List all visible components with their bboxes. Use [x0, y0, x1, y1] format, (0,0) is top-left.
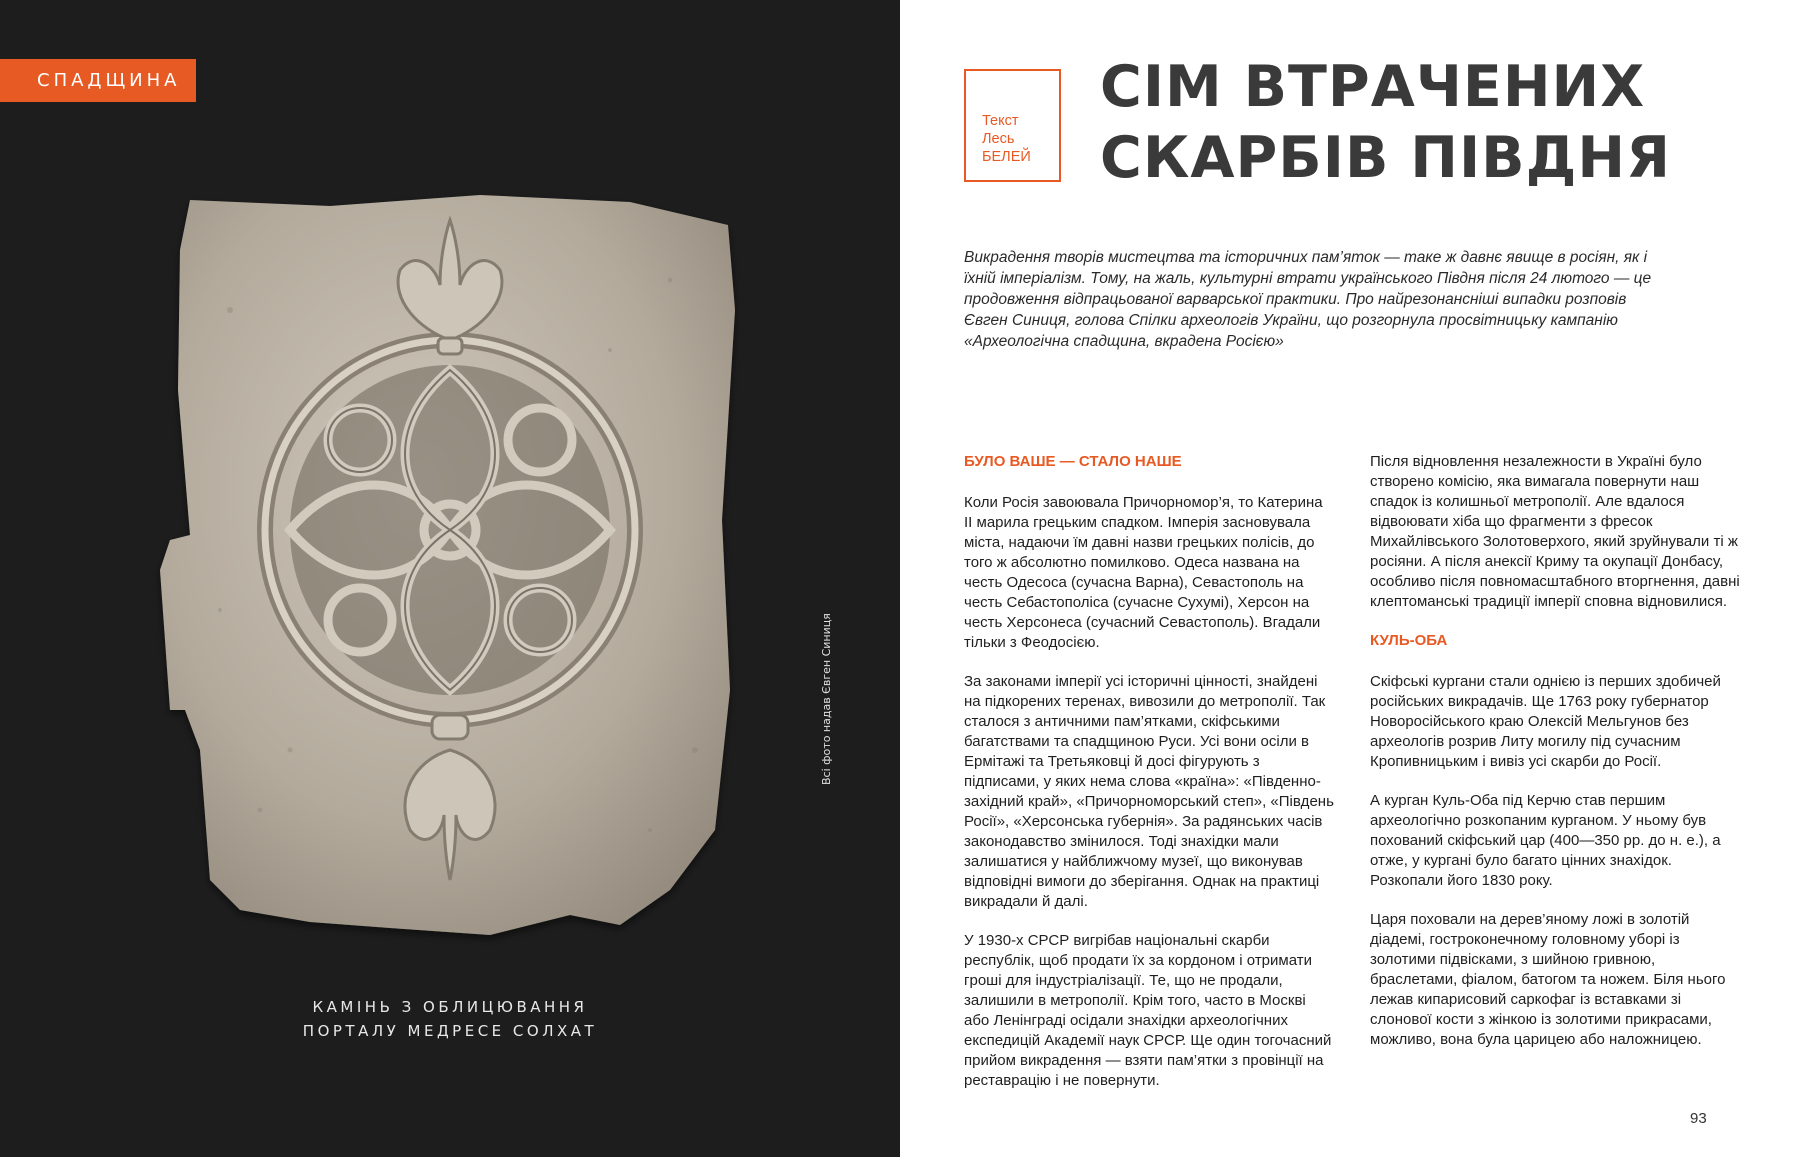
- lead-paragraph: Викрадення творів мистецтва та історичних пам’яток — таке ж давнє явище в росіян, як і їхній імперіалізм. Тому, на жаль, культурні втрати українського Півдня після 24 лютого — це продовження відпрацьованої варварської практики. Про найрезонансніші випадки розповів Євген Синиця, голова Спілки археологів України, що розгорнула просвітницьку кампанію «Археологічна спадщина, вкрадена Росією»: [964, 249, 1652, 350]
- carved-stone-photo: [150, 190, 750, 960]
- text-column-2: [1370, 452, 1740, 1069]
- title-line-2: СКАРБІВ ПІВДНЯ: [1100, 125, 1671, 191]
- author-box: [964, 69, 1061, 182]
- paragraph: Царя поховали на дерев’яному ложі в золотій діадемі, гостроконечному головному уборі із золотими підвісками, з шийною гривною, браслетами, фіалом, батогом та ножем. Біля нього лежав кипарисовий саркофаг із вставками зі слонової кости з жінкою із золотими прикрасами, можливо, вона була царицею або наложницею.: [1370, 911, 1726, 1048]
- author-first-name: Лесь: [982, 131, 1015, 147]
- section-tag: СПАДЩИНА: [0, 59, 196, 102]
- paragraph: Коли Росія завоювала Причорномор’я, то Катерина II марила грецьким спадком. Імперія засновувала міста, надаючи їм давні назви грецьких полісів, до того ж абсолютно помилково. Одеса названа на честь Одесоса (сучасна Варна), Севастополь на честь Себастополіса (сучасне Сухумі), Херсон на честь Херсонеса (сучасний Севастополь). Вгадали тільки з Феодосією.: [964, 494, 1323, 651]
- title-line-1: СІМ ВТРАЧЕНИХ: [1100, 54, 1646, 120]
- section-heading: КУЛЬ-ОБА: [1370, 632, 1448, 649]
- caption-line-2: ПОРТАЛУ МЕДРЕСЕ СОЛХАТ: [302, 1022, 598, 1040]
- caption-line-1: КАМІНЬ З ОБЛИЦЮВАННЯ: [312, 998, 588, 1016]
- page-number: 93: [1690, 1110, 1707, 1127]
- photo-caption: [250, 995, 650, 1043]
- paragraph: Після відновлення незалежности в Україні було створено комісію, яка вимагала повернути наш спадок із колишньої метрополії. Але вдалося відвоювати хіба що фрагменти з фресок Михайлівського Золотоверхого, який зруйнували ті ж росіяни. А після анексії Криму та окупації Донбасу, особливо після повномасштабного вторгнення, давні клептоманські традиції імперії сповна відновилися.: [1370, 453, 1740, 610]
- paragraph: У 1930-х СРСР вигрібав національні скарби республік, щоб продати їх за кордоном і отримати гроші для індустріалізації. Те, що не продали, залишили в метрополії. Крім того, часто в Москві або Ленінграді осідали знахідки археологічних експедицій Академії наук СРСР. Ще один тогочасний прийом викрадення — взяти пам’ятки з провінції на реставрацію і не повернути.: [964, 932, 1332, 1089]
- photo-credit: Всі фото надав Євген Синиця: [820, 613, 833, 785]
- paragraph: За законами імперії усі історичні цінності, знайдені на підкорених теренах, вивозили до метрополії. Так сталося з античними пам’ятками, скіфськими багатствами та спадщиною Руси. Усі вони осіли в Ермітажі та Третьяковці й досі фігурують з підписами, у яких нема слова «країна»: «Південно-західний край», «Причорноморський степ», «Південь Росії», «Херсонська губернія». За радянських часів законодавство змінилося. Тоді знахідки мали залишатися у найближчому музеї, що виконував відповідні вимоги до зберігання. Однак на практиці викрадали й далі.: [964, 673, 1334, 910]
- section-heading: БУЛО ВАШЕ — СТАЛО НАШЕ: [964, 453, 1182, 470]
- text-column-1: [964, 452, 1334, 1110]
- paragraph: А курган Куль-Оба під Керчю став першим археологічно розкопаним курганом. У ньому був похований скіфський цар (400—350 рр. до н. е.), а отже, у кургані було багато цінних знахідок. Розкопали його 1830 року.: [1370, 792, 1721, 889]
- author-label: Текст: [982, 113, 1019, 129]
- article-title: [1100, 52, 1780, 194]
- paragraph: Скіфські кургани стали однією із перших здобичей російських викрадачів. Ще 1763 року губернатор Новоросійського краю Олексій Мельгунов без археологів розрив Литу могилу під сучасним Кропивницьким і вивіз усі скарби до Росії.: [1370, 673, 1721, 770]
- author-last-name: БЕЛЕЙ: [982, 149, 1031, 165]
